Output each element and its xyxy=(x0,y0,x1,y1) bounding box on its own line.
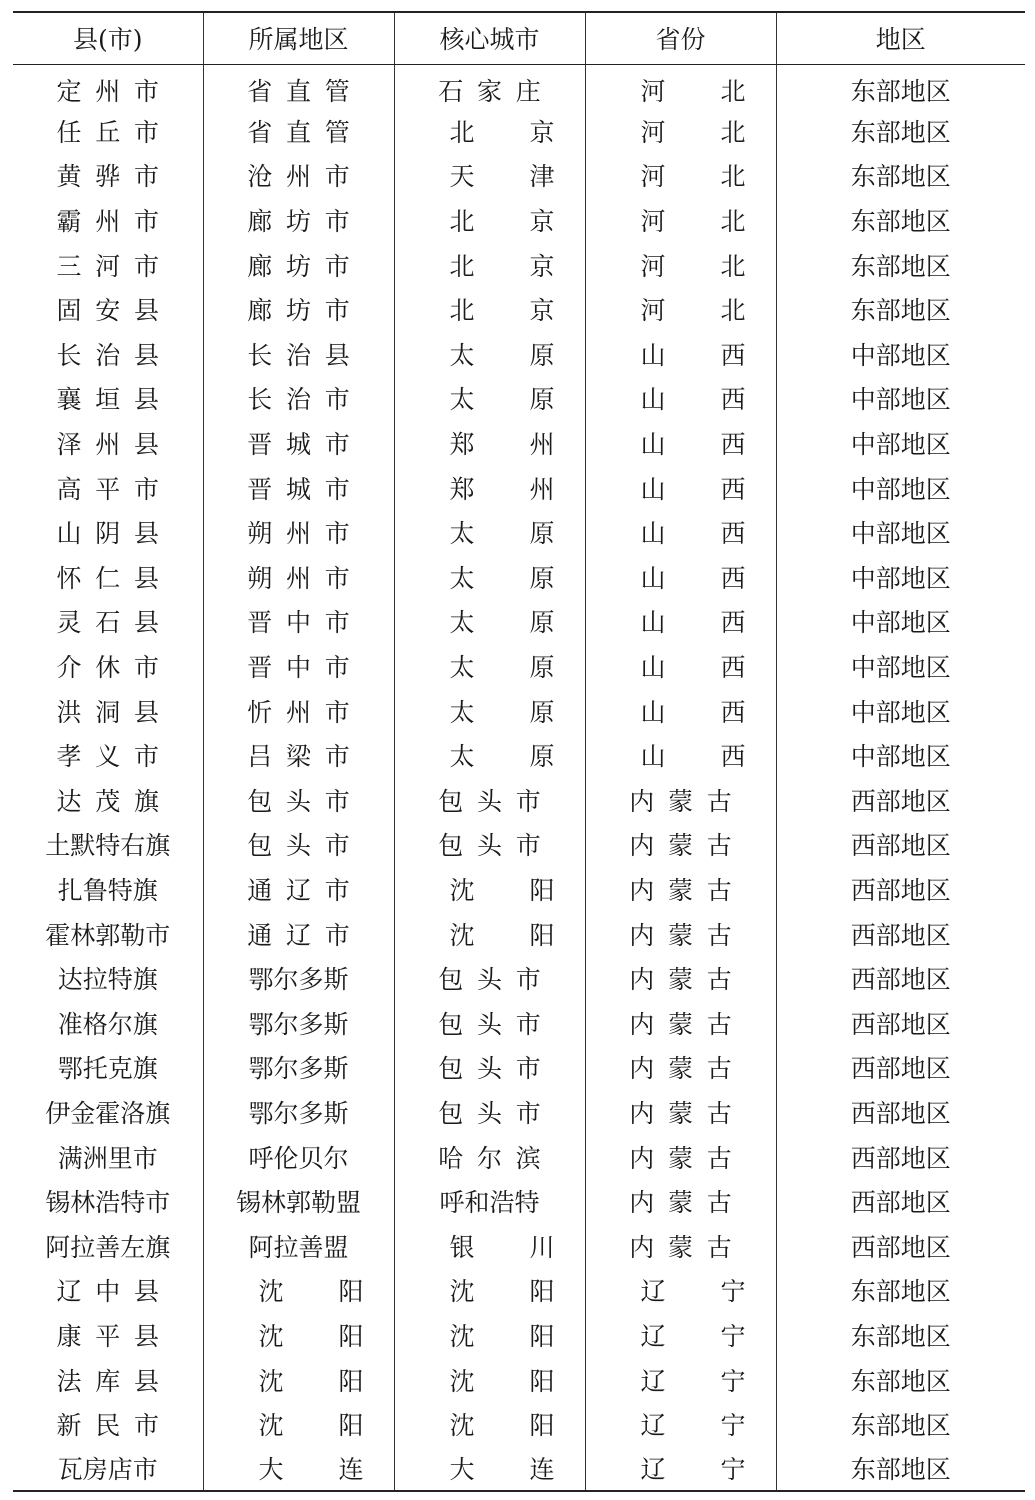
cell-core-city: 呼和浩特 xyxy=(394,1179,585,1224)
cell-core-city: 沈阳 xyxy=(394,911,585,956)
cell-region-affiliation: 锡林郭勒盟 xyxy=(203,1179,394,1224)
cell-province: 河北 xyxy=(585,153,776,198)
table-row xyxy=(13,1179,1025,1224)
cell-region-affiliation: 鄂尔多斯 xyxy=(203,956,394,1001)
cell-core-city: 北京 xyxy=(394,242,585,287)
cell-region-affiliation: 通辽市 xyxy=(203,867,394,912)
cell-county: 山阴县 xyxy=(56,519,173,549)
cell-core-city: 太原 xyxy=(394,555,585,600)
cell-area: 西部地区 xyxy=(776,1000,1025,1045)
cell-area: 西部地区 xyxy=(776,1179,1025,1224)
cell-area: 中部地区 xyxy=(776,733,1025,778)
cell-core-city: 北京 xyxy=(394,287,585,332)
cell-area: 中部地区 xyxy=(776,421,1025,466)
cell-area: 西部地区 xyxy=(776,1134,1025,1179)
cell-area: 东部地区 xyxy=(776,109,1025,154)
cell-county: 满洲里市 xyxy=(57,1143,158,1173)
cell-county: 定州市 xyxy=(56,76,173,106)
table-row xyxy=(13,64,1025,109)
table-row xyxy=(13,332,1025,377)
cell-province: 山西 xyxy=(585,376,776,421)
cell-core-city: 包头市 xyxy=(394,1090,585,1135)
cell-area: 中部地区 xyxy=(776,599,1025,644)
cell-county: 鄂托克旗 xyxy=(57,1054,158,1084)
cell-area: 西部地区 xyxy=(776,1045,1025,1090)
cell-province: 辽宁 xyxy=(585,1313,776,1358)
cell-region-affiliation: 沈阳 xyxy=(203,1268,394,1313)
cell-core-city: 太原 xyxy=(394,688,585,733)
table-row xyxy=(13,867,1025,912)
cell-core-city: 郑州 xyxy=(394,465,585,510)
table-row xyxy=(13,1402,1025,1447)
cell-province: 山西 xyxy=(585,510,776,555)
cell-area: 东部地区 xyxy=(776,242,1025,287)
cell-area: 西部地区 xyxy=(776,1090,1025,1135)
cell-core-city: 北京 xyxy=(394,198,585,243)
cell-region-affiliation: 忻州市 xyxy=(203,688,394,733)
cell-province: 河北 xyxy=(585,242,776,287)
cell-province: 辽宁 xyxy=(585,1268,776,1313)
table-row xyxy=(13,1223,1025,1268)
table-row xyxy=(13,733,1025,778)
table-row xyxy=(13,109,1025,154)
county-table xyxy=(13,11,1025,1492)
table-row xyxy=(13,822,1025,867)
cell-region-affiliation: 沈阳 xyxy=(203,1402,394,1447)
cell-area: 西部地区 xyxy=(776,778,1025,823)
cell-region-affiliation: 通辽市 xyxy=(203,911,394,956)
cell-province: 辽宁 xyxy=(585,1446,776,1491)
cell-area: 中部地区 xyxy=(776,510,1025,555)
cell-core-city: 北京 xyxy=(394,109,585,154)
cell-region-affiliation: 晋中市 xyxy=(203,644,394,689)
cell-area: 西部地区 xyxy=(776,1223,1025,1268)
cell-county: 霍林郭勒市 xyxy=(45,920,171,950)
cell-area: 东部地区 xyxy=(776,1357,1025,1402)
header-county: 县(市) xyxy=(13,12,203,64)
cell-area: 西部地区 xyxy=(776,956,1025,1001)
cell-province: 河北 xyxy=(585,64,776,109)
cell-province: 山西 xyxy=(585,599,776,644)
cell-core-city: 包头市 xyxy=(394,956,585,1001)
cell-county: 锡林浩特市 xyxy=(45,1188,171,1218)
cell-county: 伊金霍洛旗 xyxy=(45,1098,171,1128)
cell-region-affiliation: 廊坊市 xyxy=(203,242,394,287)
cell-region-affiliation: 廊坊市 xyxy=(203,198,394,243)
cell-area: 东部地区 xyxy=(776,1446,1025,1491)
table-row xyxy=(13,688,1025,733)
cell-region-affiliation: 晋城市 xyxy=(203,421,394,466)
cell-core-city: 太原 xyxy=(394,510,585,555)
cell-area: 中部地区 xyxy=(776,332,1025,377)
cell-county: 灵石县 xyxy=(56,608,173,638)
cell-province: 河北 xyxy=(585,109,776,154)
cell-county: 扎鲁特旗 xyxy=(57,875,158,905)
cell-province: 河北 xyxy=(585,287,776,332)
cell-county: 任丘市 xyxy=(56,117,173,147)
cell-core-city: 哈尔滨 xyxy=(394,1134,585,1179)
cell-province: 山西 xyxy=(585,733,776,778)
cell-county: 土默特右旗 xyxy=(45,831,171,861)
header-province: 省份 xyxy=(585,12,776,64)
cell-province: 内蒙古 xyxy=(585,1134,776,1179)
cell-area: 东部地区 xyxy=(776,1313,1025,1358)
cell-county: 高平市 xyxy=(56,474,173,504)
table-row xyxy=(13,1090,1025,1135)
cell-county: 达茂旗 xyxy=(56,786,173,816)
cell-region-affiliation: 鄂尔多斯 xyxy=(203,1045,394,1090)
cell-area: 东部地区 xyxy=(776,287,1025,332)
table-row xyxy=(13,911,1025,956)
cell-region-affiliation: 大连 xyxy=(203,1446,394,1491)
table-row xyxy=(13,510,1025,555)
table-header xyxy=(13,12,1025,64)
cell-core-city: 太原 xyxy=(394,733,585,778)
cell-region-affiliation: 包头市 xyxy=(203,822,394,867)
cell-county: 孝义市 xyxy=(56,742,173,772)
cell-province: 内蒙古 xyxy=(585,1090,776,1135)
cell-core-city: 包头市 xyxy=(394,1045,585,1090)
cell-county: 怀仁县 xyxy=(56,563,173,593)
cell-province: 内蒙古 xyxy=(585,778,776,823)
cell-county: 三河市 xyxy=(56,251,173,281)
cell-region-affiliation: 鄂尔多斯 xyxy=(203,1000,394,1045)
cell-region-affiliation: 长治县 xyxy=(203,332,394,377)
cell-region-affiliation: 晋中市 xyxy=(203,599,394,644)
table-body xyxy=(13,64,1025,1491)
table-row xyxy=(13,421,1025,466)
cell-province: 山西 xyxy=(585,465,776,510)
cell-core-city: 太原 xyxy=(394,599,585,644)
cell-area: 中部地区 xyxy=(776,688,1025,733)
cell-area: 东部地区 xyxy=(776,64,1025,109)
cell-area: 中部地区 xyxy=(776,465,1025,510)
cell-county: 长治县 xyxy=(56,340,173,370)
cell-area: 西部地区 xyxy=(776,822,1025,867)
table-row xyxy=(13,644,1025,689)
cell-region-affiliation: 吕梁市 xyxy=(203,733,394,778)
cell-county: 达拉特旗 xyxy=(57,965,158,995)
cell-core-city: 石家庄 xyxy=(394,64,585,109)
cell-area: 东部地区 xyxy=(776,153,1025,198)
cell-province: 内蒙古 xyxy=(585,1223,776,1268)
cell-county: 介休市 xyxy=(56,653,173,683)
table-row xyxy=(13,1313,1025,1358)
cell-province: 山西 xyxy=(585,555,776,600)
cell-province: 辽宁 xyxy=(585,1357,776,1402)
cell-region-affiliation: 晋城市 xyxy=(203,465,394,510)
table-row xyxy=(13,1045,1025,1090)
cell-core-city: 沈阳 xyxy=(394,1313,585,1358)
cell-area: 东部地区 xyxy=(776,198,1025,243)
cell-county: 瓦房店市 xyxy=(13,1446,203,1491)
table-row xyxy=(13,153,1025,198)
cell-region-affiliation: 沈阳 xyxy=(203,1313,394,1358)
cell-province: 山西 xyxy=(585,421,776,466)
cell-province: 河北 xyxy=(585,198,776,243)
table-row xyxy=(13,1357,1025,1402)
cell-region-affiliation: 廊坊市 xyxy=(203,287,394,332)
table-row xyxy=(13,1134,1025,1179)
header-region-affiliation: 所属地区 xyxy=(203,12,394,64)
cell-area: 西部地区 xyxy=(776,867,1025,912)
table-row xyxy=(13,198,1025,243)
cell-province: 山西 xyxy=(585,644,776,689)
cell-region-affiliation: 包头市 xyxy=(203,778,394,823)
table-row xyxy=(13,956,1025,1001)
cell-province: 内蒙古 xyxy=(585,1045,776,1090)
cell-county: 霸州市 xyxy=(56,207,173,237)
cell-county: 黄骅市 xyxy=(56,162,173,192)
cell-core-city: 包头市 xyxy=(394,1000,585,1045)
cell-region-affiliation: 阿拉善盟 xyxy=(203,1223,394,1268)
cell-core-city: 沈阳 xyxy=(394,867,585,912)
cell-county: 准格尔旗 xyxy=(57,1009,158,1039)
cell-core-city: 包头市 xyxy=(394,822,585,867)
table-row xyxy=(13,555,1025,600)
cell-province: 内蒙古 xyxy=(585,956,776,1001)
table-row xyxy=(13,1446,1025,1491)
cell-area: 西部地区 xyxy=(776,911,1025,956)
table-row xyxy=(13,778,1025,823)
cell-region-affiliation: 朔州市 xyxy=(203,555,394,600)
cell-county: 固安县 xyxy=(56,296,173,326)
cell-region-affiliation: 长治市 xyxy=(203,376,394,421)
cell-area: 中部地区 xyxy=(776,376,1025,421)
cell-province: 山西 xyxy=(585,688,776,733)
cell-region-affiliation: 沧州市 xyxy=(203,153,394,198)
cell-core-city: 大连 xyxy=(394,1446,585,1491)
cell-province: 内蒙古 xyxy=(585,1179,776,1224)
cell-county: 康平县 xyxy=(56,1321,173,1351)
table-row xyxy=(13,242,1025,287)
table-row xyxy=(13,376,1025,421)
cell-core-city: 包头市 xyxy=(394,778,585,823)
cell-county: 泽州县 xyxy=(56,430,173,460)
header-area: 地区 xyxy=(776,12,1025,64)
cell-core-city: 沈阳 xyxy=(394,1357,585,1402)
cell-core-city: 太原 xyxy=(394,376,585,421)
cell-core-city: 郑州 xyxy=(394,421,585,466)
cell-region-affiliation: 朔州市 xyxy=(203,510,394,555)
table-row xyxy=(13,1268,1025,1313)
cell-region-affiliation: 呼伦贝尔 xyxy=(203,1134,394,1179)
table-row xyxy=(13,1000,1025,1045)
cell-county: 阿拉善左旗 xyxy=(45,1232,171,1262)
cell-core-city: 银川 xyxy=(394,1223,585,1268)
cell-county: 襄垣县 xyxy=(56,385,173,415)
cell-core-city: 太原 xyxy=(394,644,585,689)
cell-region-affiliation: 省直管 xyxy=(203,64,394,109)
cell-county: 法库县 xyxy=(56,1366,173,1396)
header-row xyxy=(13,12,1025,64)
cell-area: 中部地区 xyxy=(776,644,1025,689)
cell-area: 东部地区 xyxy=(776,1402,1025,1447)
table-row xyxy=(13,599,1025,644)
cell-province: 内蒙古 xyxy=(585,911,776,956)
cell-core-city: 太原 xyxy=(394,332,585,377)
cell-county: 新民市 xyxy=(56,1411,173,1441)
cell-region-affiliation: 鄂尔多斯 xyxy=(203,1090,394,1135)
cell-core-city: 沈阳 xyxy=(394,1268,585,1313)
cell-province: 山西 xyxy=(585,332,776,377)
cell-core-city: 天津 xyxy=(394,153,585,198)
cell-area: 中部地区 xyxy=(776,555,1025,600)
cell-province: 辽宁 xyxy=(585,1402,776,1447)
cell-area: 东部地区 xyxy=(776,1268,1025,1313)
cell-region-affiliation: 省直管 xyxy=(203,109,394,154)
cell-county: 洪洞县 xyxy=(56,697,173,727)
cell-province: 内蒙古 xyxy=(585,1000,776,1045)
cell-province: 内蒙古 xyxy=(585,822,776,867)
table-row xyxy=(13,465,1025,510)
cell-core-city: 沈阳 xyxy=(394,1402,585,1447)
table-row xyxy=(13,287,1025,332)
cell-county: 辽中县 xyxy=(56,1277,173,1307)
cell-province: 内蒙古 xyxy=(585,867,776,912)
header-core-city: 核心城市 xyxy=(394,12,585,64)
cell-region-affiliation: 沈阳 xyxy=(203,1357,394,1402)
